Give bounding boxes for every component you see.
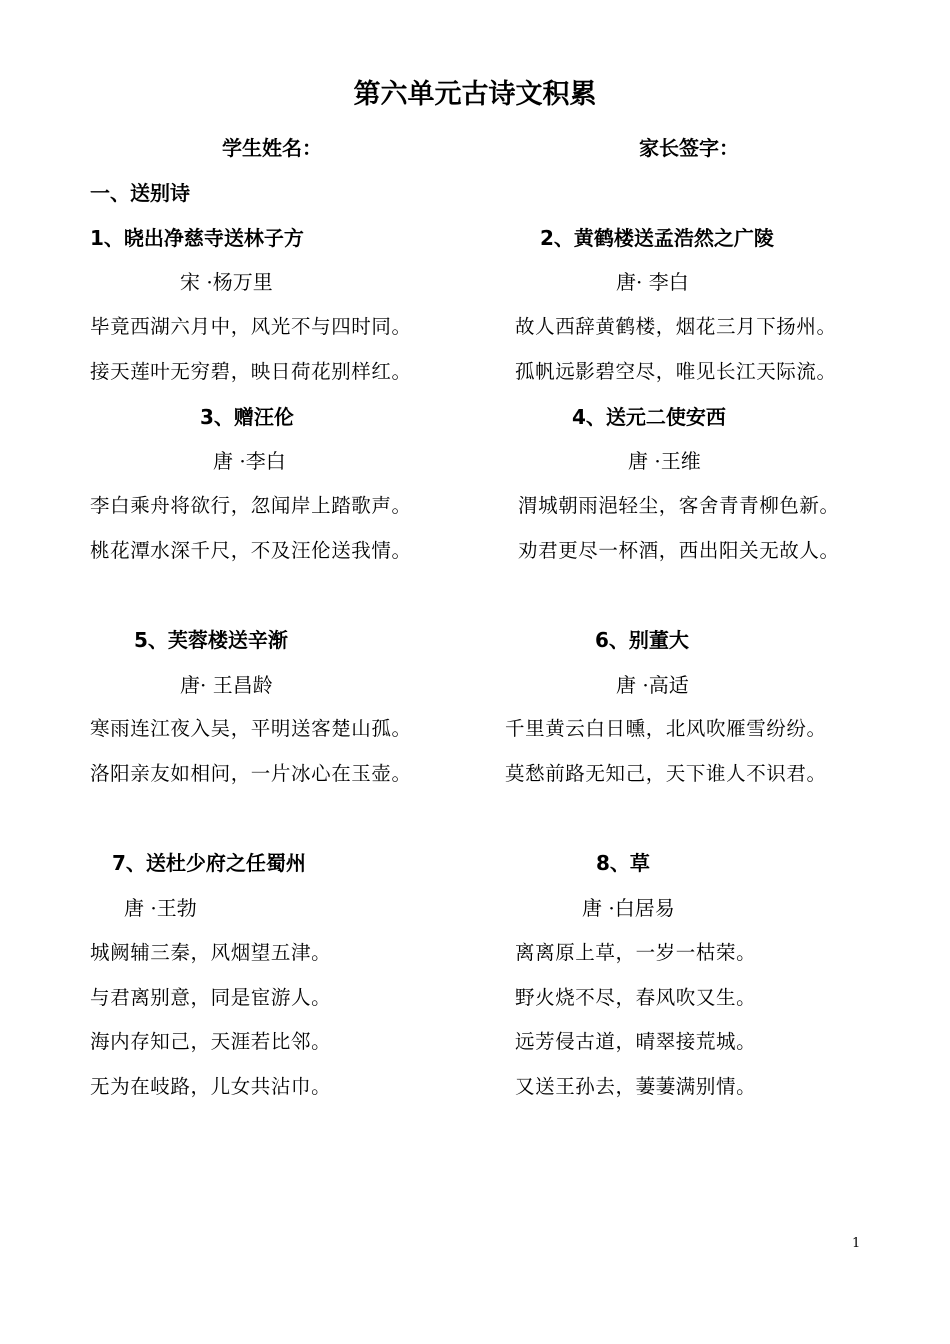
poem-author: 唐 ·王勃 (124, 896, 197, 920)
poem-line: 故人西辞黄鹤楼，烟花三月下扬州。 (515, 315, 837, 338)
poem-title: 8、草 (596, 851, 650, 875)
poem-title: 1、晓出净慈寺送林子方 (90, 226, 304, 250)
poem-title: 6、别董大 (595, 628, 689, 652)
poem-line: 无为在岐路，儿女共沾巾。 (90, 1075, 332, 1098)
poem-line: 劝君更尽一杯酒，西出阳关无故人。 (518, 539, 840, 562)
poem-line: 渭城朝雨浥轻尘，客舍青青柳色新。 (518, 494, 840, 517)
section-heading: 一、送别诗 (90, 181, 190, 205)
poem-title: 4、送元二使安西 (572, 405, 726, 429)
poem-line: 洛阳亲友如相问，一片冰心在玉壶。 (90, 762, 412, 785)
poem-line: 城阙辅三秦，风烟望五津。 (90, 941, 332, 964)
poem-title: 7、送杜少府之任蜀州 (112, 851, 306, 875)
poem-line: 又送王孙去，萋萋满别情。 (515, 1075, 757, 1098)
poem-line: 离离原上草，一岁一枯荣。 (515, 941, 757, 964)
poem-line: 千里黄云白日曛，北风吹雁雪纷纷。 (505, 717, 827, 740)
poem-line: 李白乘舟将欲行，忽闻岸上踏歌声。 (90, 494, 412, 517)
poem-author: 唐· 李白 (616, 270, 689, 294)
student-name-label: 学生姓名： (222, 136, 322, 160)
poem-line: 莫愁前路无知己，天下谁人不识君。 (505, 762, 827, 785)
poem-title: 3、赠汪伦 (200, 405, 294, 429)
poem-author: 唐 ·李白 (213, 449, 286, 473)
poem-author: 唐 ·高适 (616, 673, 689, 697)
poem-line: 毕竟西湖六月中，风光不与四时同。 (90, 315, 412, 338)
poem-line: 远芳侵古道，晴翠接荒城。 (515, 1030, 757, 1053)
poem-line: 桃花潭水深千尺，不及汪伦送我情。 (90, 539, 412, 562)
poem-line: 海内存知己，天涯若比邻。 (90, 1030, 332, 1053)
poem-author: 唐 ·王维 (628, 449, 701, 473)
poem-author: 宋 ·杨万里 (180, 270, 273, 294)
poem-title: 5、芙蓉楼送辛渐 (134, 628, 288, 652)
page-title: 第六单元古诗文积累 (353, 79, 597, 110)
poem-line: 接天莲叶无穷碧，映日荷花别样红。 (90, 360, 412, 383)
page-number: 1 (852, 1236, 861, 1251)
poem-line: 与君离别意，同是宦游人。 (90, 986, 332, 1009)
poem-author: 唐· 王昌龄 (180, 673, 273, 697)
poem-title: 2、黄鹤楼送孟浩然之广陵 (540, 226, 774, 250)
poem-line: 孤帆远影碧空尽，唯见长江天际流。 (515, 360, 837, 383)
poem-author: 唐 ·白居易 (582, 896, 675, 920)
parent-signature-label: 家长签字： (639, 136, 739, 160)
poem-line: 寒雨连江夜入吴，平明送客楚山孤。 (90, 717, 412, 740)
poem-line: 野火烧不尽，春风吹又生。 (515, 986, 757, 1009)
